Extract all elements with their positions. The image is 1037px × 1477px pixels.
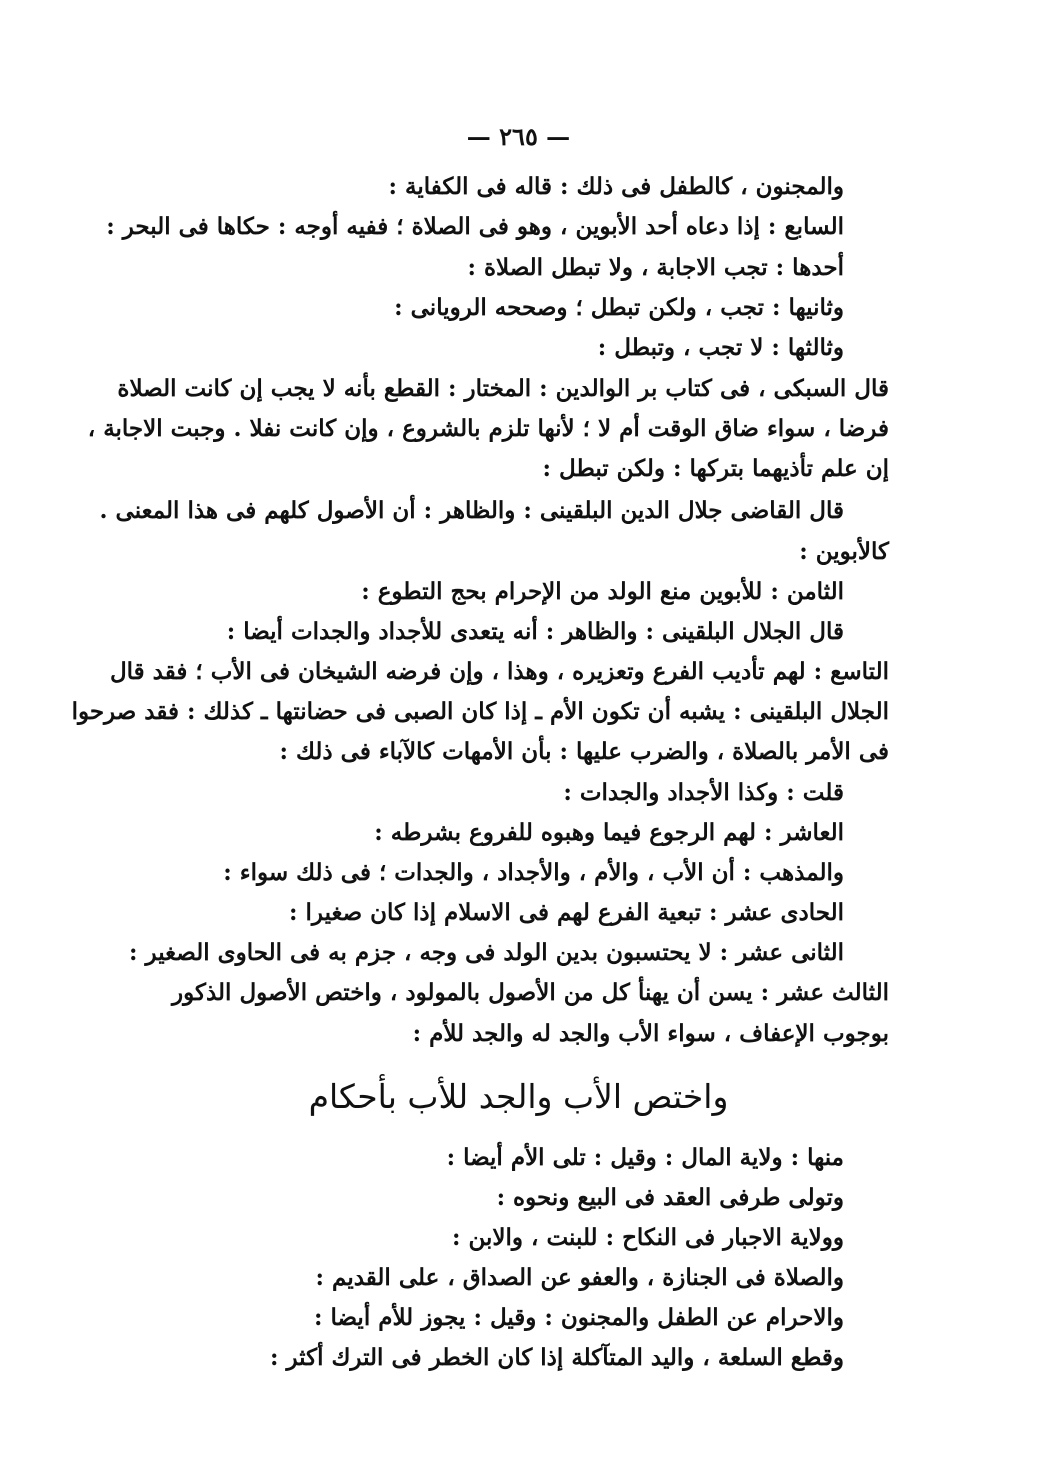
text-line: الجلال البلقينى : يشبه أن تكون الأم ـ إذا كان الصبى فى حضانتها ـ كذلك : فقد صرحوا [71,698,889,725]
text-line: الحادى عشر : تبعية الفرع لهم فى الاسلام إذا كان صغيرا : [289,899,844,926]
page-number: — ٢٦٥ — [466,122,571,151]
text-line: فى الأمر بالصلاة ، والضرب عليها : بأن الأمهات كالآباء فى ذلك : [279,738,889,765]
text-line: فرضا ، سواء ضاق الوقت أم لا ؛ لأنها تلزم بالشروع ، وإن كانت نفلا . وجبت الاجابة ، [87,415,889,442]
text-line: وثالثها : لا تجب ، وتبطل : [597,334,844,361]
text-line: الثانى عشر : لا يحتسبون بدين الولد فى وجه ، جزم به فى الحاوى الصغير : [129,939,844,966]
text-line: والمجنون ، كالطفل فى ذلك : قاله فى الكفاية : [388,173,844,200]
text-line: منها : ولاية المال : وقيل : تلى الأم أيضا : [446,1144,844,1171]
text-line: وتولى طرفى العقد فى البيع ونحوه : [496,1184,844,1211]
text-line: وولاية الاجبار فى النكاح : للبنت ، والابن : [452,1224,844,1251]
text-line: قلت : وكذا الأجداد والجدات : [563,779,844,806]
text-line: التاسع : لهم تأديب الفرع وتعزيره ، وهذا ، وإن فرضه الشيخان فى الأب ؛ فقد قال [109,658,889,685]
text-line: بوجوب الإعفاف ، سواء الأب والجد له والجد للأم : [412,1020,889,1047]
text-line: كالأبوين : [799,538,889,565]
text-line: الثامن : للأبوين منع الولد من الإحرام بحج التطوع : [361,578,844,605]
text-line: أحدها : تجب الاجابة ، ولا تبطل الصلاة : [467,254,844,281]
text-line: والصلاة فى الجنازة ، والعفو عن الصداق ، على القديم : [315,1264,844,1291]
text-line: والاحرام عن الطفل والمجنون : وقيل : يجوز للأم أيضا : [313,1304,844,1331]
text-line: والمذهب : أن الأب ، والأم ، والأجداد ، والجدات ؛ فى ذلك سواء : [223,859,844,886]
text-line: قال الجلال البلقينى : والظاهر : أنه يتعدى للأجداد والجدات أيضا : [226,618,844,645]
text-line: العاشر : لهم الرجوع فيما وهبوه للفروع بشرطه : [374,819,844,846]
text-line: قال القاضى جلال الدين البلقينى : والظاهر : أن الأصول كلهم فى هذا المعنى . [99,497,844,524]
text-line: قال السبكى ، فى كتاب بر الوالدين : المختار : القطع بأنه لا يجب إن كانت الصلاة [117,375,889,402]
text-line: الثالث عشر : يسن أن يهنأ كل من الأصول بالمولود ، واختص الأصول الذكور [172,979,889,1006]
text-line: السابع : إذا دعاه أحد الأبوين ، وهو فى الصلاة ؛ ففيه أوجه : حكاها فى البحر : [106,213,844,240]
text-line: وقطع السلعة ، واليد المتآكلة إذا كان الخطر فى الترك أكثر : [269,1344,844,1371]
text-line: إن علم تأذيهما بتركها : ولكن تبطل : [542,455,889,482]
text-line: وثانيها : تجب ، ولكن تبطل ؛ وصححه الرويانى : [394,294,844,321]
section-heading: واختص الأب والجد للأب بأحكام [308,1077,729,1116]
